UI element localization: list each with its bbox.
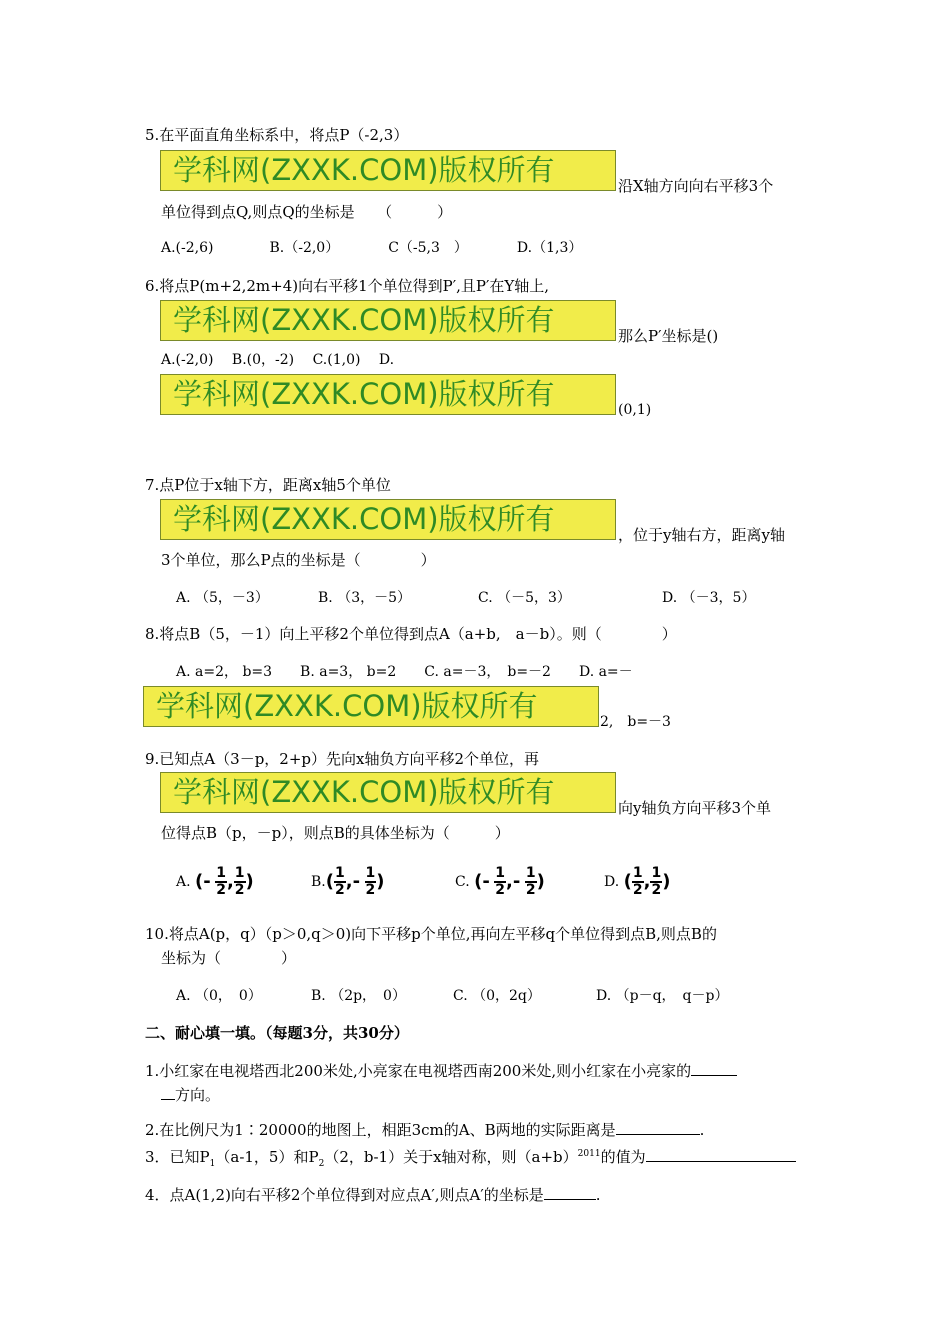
q8-option-d-tail: 2, b=－3 bbox=[600, 714, 671, 730]
fill-1-text-end: 方向。 bbox=[175, 1086, 221, 1104]
fraction-half: $\frac{1}{2}$ bbox=[525, 865, 536, 898]
answer-blank[interactable] bbox=[161, 1099, 175, 1100]
q6-line2-tail: 那么P′坐标是() bbox=[618, 327, 719, 345]
fill-1-text: 1.小红家在电视塔西北200米处,小亮家在电视塔西南200米处,则小红家在小亮家的 bbox=[145, 1062, 692, 1080]
q8-line1: 8.将点B（5，－1）向上平移2个单位得到点A（a+b, a－b）。则（ ） bbox=[145, 625, 677, 643]
q9-line1: 9.已知点A（3－p，2+p）先向x轴负方向平移2个单位，再 bbox=[145, 750, 540, 768]
fraction-half: $\frac{1}{2}$ bbox=[632, 865, 643, 898]
fill-3-text: （a-1，5）和P bbox=[215, 1148, 319, 1166]
q7-line2-tail: ，位于y轴右方，距离y轴 bbox=[618, 526, 785, 544]
q5-line1: 5.在平面直角坐标系中，将点P（-2,3） bbox=[145, 126, 409, 144]
fill-2-text: 2.在比例尺为1∶20000的地图上，相距3cm的A、B两地的实际距离是 bbox=[145, 1121, 616, 1139]
q7-option-c: C. （－5，3） bbox=[478, 590, 571, 606]
math-comma: , bbox=[506, 871, 513, 892]
watermark-banner: 学科网(ZXXK.COM)版权所有 bbox=[160, 374, 616, 415]
answer-blank[interactable] bbox=[544, 1199, 596, 1200]
subscript: 2 bbox=[318, 1159, 325, 1169]
math-comma: , bbox=[226, 871, 234, 892]
fraction-half: $\frac{1}{2}$ bbox=[334, 865, 345, 898]
answer-blank[interactable] bbox=[646, 1161, 796, 1162]
fill-3-text: 3．已知P bbox=[145, 1148, 210, 1166]
math-paren: ) bbox=[376, 871, 385, 892]
q9-option-c bbox=[455, 862, 545, 902]
q10-option-d: D. （p－q， q－p） bbox=[596, 988, 729, 1004]
math-paren: ( bbox=[623, 871, 632, 892]
q9-line3: 位得点B（p，－p），则点B的具体坐标为（ ） bbox=[161, 824, 510, 842]
q9-option-a bbox=[176, 862, 254, 902]
subscript: 1 bbox=[209, 1159, 216, 1169]
math-minus: - bbox=[482, 871, 490, 892]
fraction-half: $\frac{1}{2}$ bbox=[365, 865, 376, 898]
option-label: C. bbox=[455, 874, 470, 890]
q10-option-c: C. （0，2q） bbox=[453, 988, 541, 1004]
fraction-half: $\frac{1}{2}$ bbox=[234, 865, 245, 898]
math-paren: ( bbox=[474, 871, 483, 892]
q6-line1: 6.将点P(m+2,2m+4)向右平移1个单位得到P′,且P′在Y轴上, bbox=[145, 277, 550, 295]
fill-1-line2 bbox=[161, 1085, 220, 1105]
q9-option-d bbox=[604, 862, 670, 902]
fill-4 bbox=[145, 1185, 601, 1205]
math-paren: ( bbox=[325, 871, 334, 892]
fill-4-text: 4．点A(1,2)向右平移2个单位得到对应点A′,则点A′的坐标是 bbox=[145, 1186, 544, 1204]
math-paren: ( bbox=[195, 871, 204, 892]
q5-options: A.(-2,6) B.（-2,0） C（-5,3 ） D.（1,3） bbox=[161, 240, 583, 256]
watermark-banner: 学科网(ZXXK.COM)版权所有 bbox=[160, 300, 616, 341]
q10-line1: 10.将点A(p，q）（p＞0,q＞0)向下平移p个单位,再向左平移q个单位得到点B,则点B的 bbox=[145, 925, 717, 943]
q7-line3: 3个单位，那么P点的坐标是（ ） bbox=[161, 551, 436, 569]
q7-line1: 7.点P位于x轴下方，距离x轴5个单位 bbox=[145, 476, 391, 494]
fill-2-period: . bbox=[699, 1121, 705, 1139]
q6-options: A.(-2,0) B.(0，-2) C.(1,0) D. bbox=[161, 352, 395, 368]
answer-blank[interactable] bbox=[691, 1075, 737, 1076]
q9-line2-tail: 向y轴负方向平移3个单 bbox=[618, 799, 772, 817]
fill-4-period: . bbox=[595, 1186, 601, 1204]
math-comma: , bbox=[643, 871, 651, 892]
q10-option-b: B. （2p， 0） bbox=[311, 988, 406, 1004]
q10-line2: 坐标为（ ） bbox=[161, 949, 297, 967]
math-paren: ) bbox=[245, 871, 254, 892]
fraction-half: $\frac{1}{2}$ bbox=[216, 865, 226, 898]
q10-option-a: A. （0， 0） bbox=[176, 988, 262, 1004]
q7-option-d: D. （－3，5） bbox=[662, 590, 756, 606]
answer-blank[interactable] bbox=[616, 1134, 700, 1135]
watermark-banner: 学科网(ZXXK.COM)版权所有 bbox=[160, 772, 616, 813]
math-paren: ) bbox=[536, 871, 545, 892]
watermark-banner: 学科网(ZXXK.COM)版权所有 bbox=[160, 499, 616, 540]
fill-3 bbox=[145, 1144, 796, 1174]
math-minus: - bbox=[352, 871, 361, 892]
q9-option-b bbox=[311, 862, 385, 902]
q8-options: A. a=2， b=3 B. a=3， b=2 C. a=－3， b=－2 D. a=－ bbox=[176, 664, 633, 680]
fill-3-text: 的值为 bbox=[600, 1148, 646, 1166]
q7-option-a: A. （5，－3） bbox=[176, 590, 269, 606]
math-minus: - bbox=[512, 871, 521, 892]
math-comma: , bbox=[345, 871, 353, 892]
fraction-half: $\frac{1}{2}$ bbox=[495, 865, 506, 898]
math-paren: ) bbox=[662, 871, 671, 892]
option-label: B. bbox=[311, 874, 326, 890]
fill-2 bbox=[145, 1120, 704, 1140]
q7-option-b: B. （3，－5） bbox=[318, 590, 412, 606]
watermark-banner: 学科网(ZXXK.COM)版权所有 bbox=[143, 686, 599, 727]
fill-3-text: （2，b-1）关于x轴对称，则（a+b） bbox=[324, 1148, 578, 1166]
watermark-banner: 学科网(ZXXK.COM)版权所有 bbox=[160, 150, 616, 191]
q5-line3: 单位得到点Q,则点Q的坐标是 （ ） bbox=[161, 203, 453, 221]
math-minus: - bbox=[203, 871, 211, 892]
q6-option-d: (0,1) bbox=[618, 402, 652, 418]
option-label: A. bbox=[176, 874, 191, 890]
option-label: D. bbox=[604, 874, 620, 890]
q5-line2-tail: 沿X轴方向向右平移3个 bbox=[618, 177, 774, 195]
superscript: 2011 bbox=[577, 1149, 601, 1159]
section-heading: 二、耐心填一填。（每题3分，共30分） bbox=[145, 1024, 409, 1042]
fraction-half: $\frac{1}{2}$ bbox=[651, 865, 662, 898]
fill-1-line1 bbox=[145, 1061, 737, 1081]
